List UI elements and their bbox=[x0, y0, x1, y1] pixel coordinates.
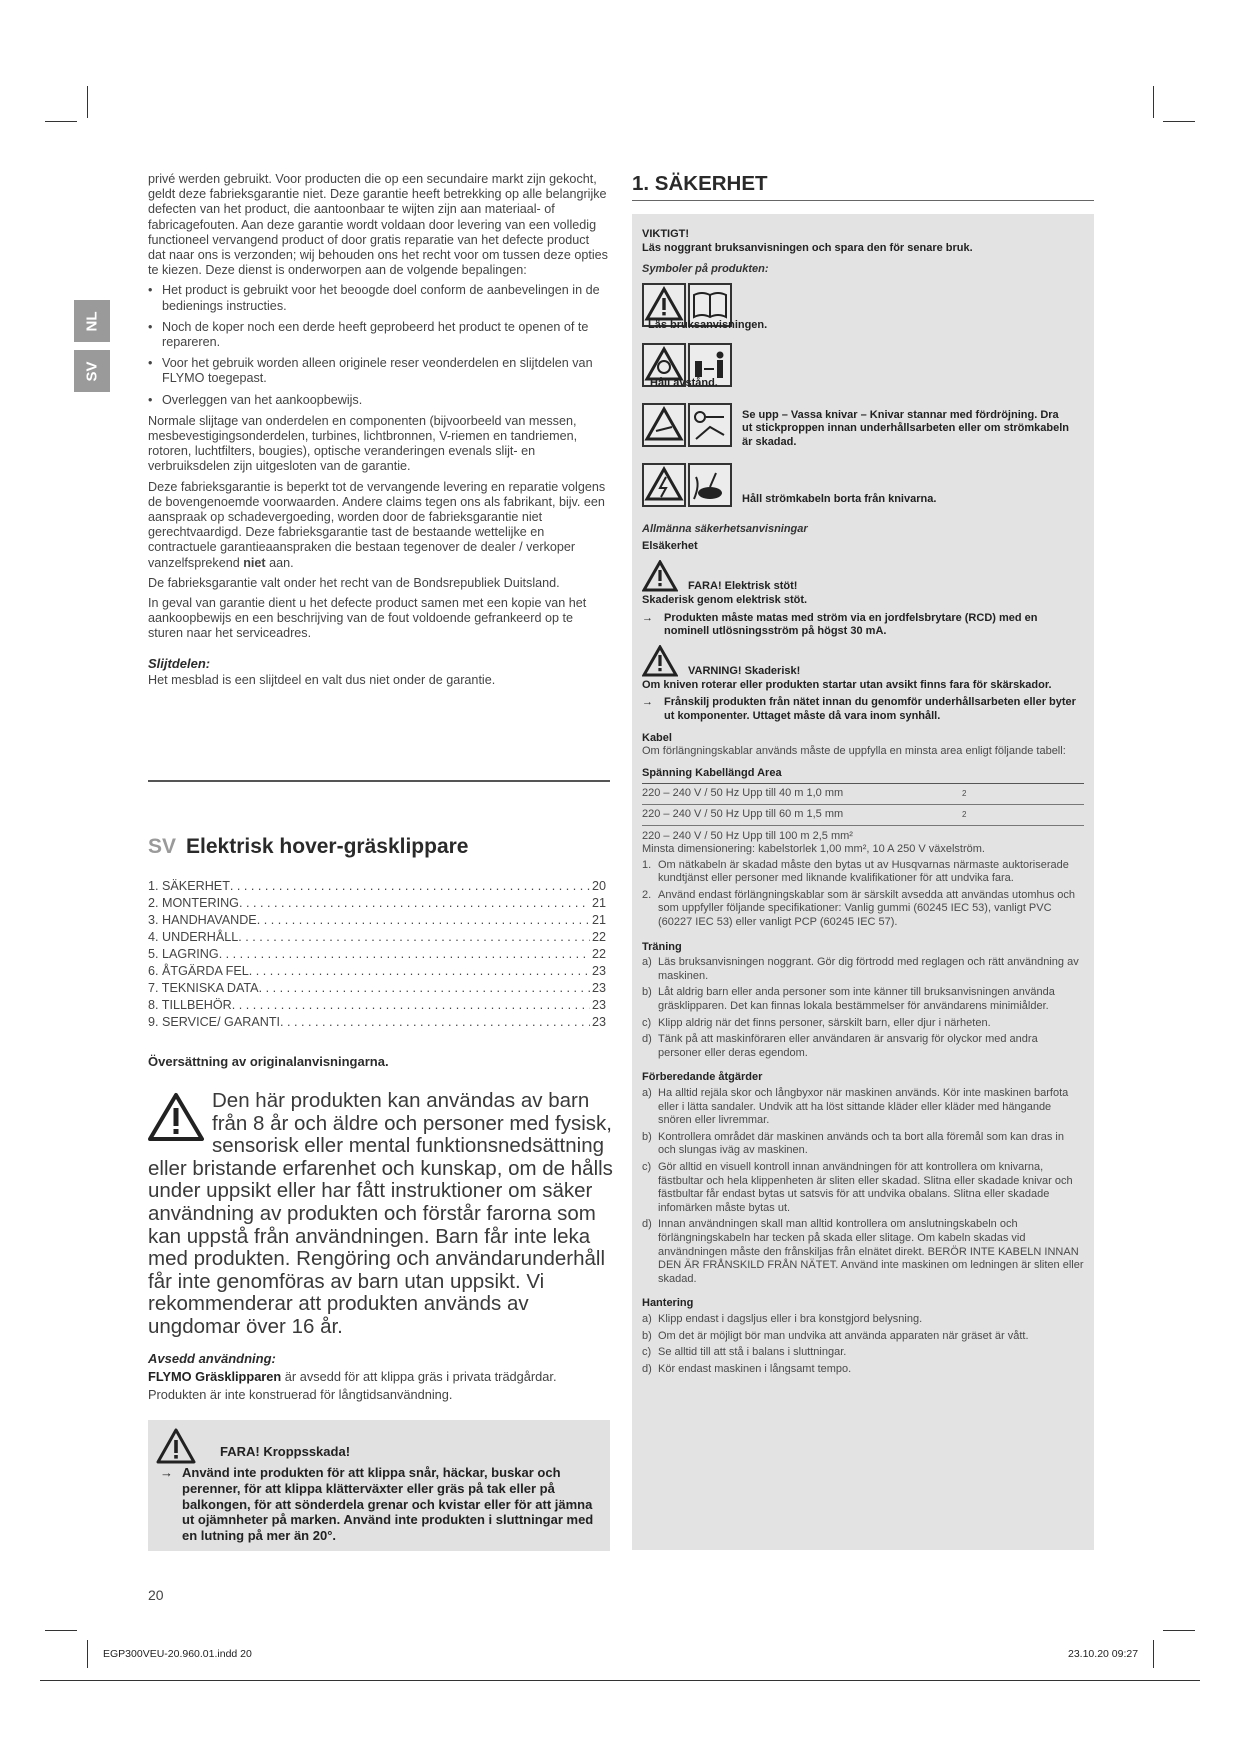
paragraph: De fabrieksgarantie valt onder het recht van de Bondsrepubliek Duitsland. bbox=[148, 575, 560, 590]
symbol-label: Se upp – Vassa knivar – Knivar stannar med fördröjning. Dra ut stickproppen innan underhållsarbeten eller om strömkabeln är skadad. bbox=[742, 408, 1070, 448]
preparation-title: Förberedande åtgärder bbox=[642, 1071, 763, 1084]
table-of-contents bbox=[148, 878, 606, 1031]
toc-entry[interactable]: 9. SERVICE/ GARANTI . . . 23 bbox=[148, 1014, 606, 1031]
disconnect-instruction: → Frånskilj produkten från nätet innan du genomför underhållsarbeten eller byter ut komponenter. Uttaget måste då vara inom synhåll. bbox=[642, 696, 1076, 722]
list-item: b) Låt aldrig barn eller anda personer som inte känner till bruksanvisningen använda gräsklipparen. Det kan finnas lokala bestämmelser för användarens minimiålder. bbox=[642, 986, 1055, 1013]
warning-text: Om kniven roterar eller produkten startar utan avsikt finns fara för skärskador. bbox=[642, 678, 1052, 691]
symbol-label: Håll avstånd. bbox=[650, 376, 718, 389]
list-item: a) Läs bruksanvisningen noggrant. Gör dig förtrodd med reglagen och rätt användning av maskinen. bbox=[642, 956, 1079, 982]
general-safety-title: Allmänna säkerhetsanvisningar bbox=[642, 522, 808, 535]
list-item: b) Kontrollera området där maskinen används och ta bort alla föremål som kan dras in och slungas iväg av maskinen. bbox=[642, 1130, 1064, 1157]
wear-parts-title: Slijtdelen: bbox=[148, 655, 211, 671]
danger-subtext: Skaderisk genom elektrisk stöt. bbox=[642, 593, 808, 606]
print-date: 23.10.20 09:27 bbox=[1068, 1648, 1139, 1660]
list-item: d) Kör endast maskinen i långsamt tempo. bbox=[642, 1362, 852, 1375]
crop-mark bbox=[45, 121, 77, 122]
electric-warning-icon bbox=[642, 463, 686, 507]
list-item: 2. Använd endast förlängningskablar som är särskilt avsedda att användas utomhus och som uppfyller följande specifikationer: Vanlig gummi (60245 IEC 53), vanligt PVC (60227 IEC 53) eller vanligt PCP (60245 IEC 57). bbox=[642, 888, 1076, 929]
danger-heading: FARA! Kroppsskada! bbox=[220, 1444, 351, 1459]
crop-mark bbox=[1153, 86, 1154, 118]
table-row: 220 – 240 V / 50 Hz Upp till 100 m 2,5 mm² bbox=[642, 829, 853, 842]
symbol-label: Håll strömkabeln borta från knivarna. bbox=[742, 492, 937, 505]
cable-text: Om förlängningskablar används måste de uppfylla en minsta area enligt följande tabell: bbox=[642, 745, 1066, 758]
language-tab-nl[interactable]: NL bbox=[74, 300, 110, 342]
crop-mark bbox=[1153, 1640, 1154, 1668]
toc-entry[interactable]: 5. LAGRING . . . 22 bbox=[148, 946, 606, 963]
warning-triangle-icon bbox=[642, 645, 678, 677]
list-item: • Overleggen van het aankoopbewijs. bbox=[148, 393, 610, 408]
intended-use bbox=[148, 1350, 610, 1404]
bottom-rule bbox=[40, 1680, 1200, 1681]
cable-list bbox=[642, 859, 1084, 930]
warning-heading: VARNING! Skaderisk! bbox=[688, 664, 801, 677]
unplug-icon bbox=[688, 403, 732, 447]
important-text: Läs noggrant bruksanvisningen och spara den för senare bruk. bbox=[642, 241, 973, 254]
paragraph: Deze fabrieksgarantie is beperkt tot de vervangende levering en reparatie volgens de bovengenoemde voorwaarden. Andere claims tegen ons als fabrikant, bijv. een aanspraak op schadevergoeding, worden door de fabrieksgarantie niet gerechtvaardigd. Deze fabrieksgarantie tast de bestaande wettelijke en contractuele garantieaanspraken die bestaan tegenover de dealer / verkoper vanzelfsprekend niet aan. bbox=[148, 479, 606, 570]
list-item: c) Se alltid till att stå i balans i sluttningar. bbox=[642, 1346, 847, 1359]
paragraph: Normale slijtage van onderdelen en componenten (bijvoorbeeld van messen, mesbevestigingsonderdelen, turbines, lichtbronnen, V-riemen en tandriemen, rotoren, luchtfilters, bougies), optische veranderingen evenals slijt- en verbruiksdelen zijn uitgesloten van de garantie. bbox=[148, 413, 578, 474]
list-item: c) Gör alltid en visuell kontroll innan användningen för att kontrollera om knivarna, fästbultar och hela klippenheten är sliten eller skadad. Slitna eller skadade knivar och fästbultar får endast bytas ut satsvis för att undvika obalans. Slitna eller skadade infomärken måste bytas ut. bbox=[642, 1160, 1073, 1214]
crop-mark bbox=[87, 86, 88, 118]
toc-entry[interactable]: 4. UNDERHÅLL . . . 22 bbox=[148, 929, 606, 946]
handling-title: Hantering bbox=[642, 1297, 694, 1310]
list-item: • Voor het gebruik worden alleen originele reser veonderdelen en slijtdelen van FLYMO toegepast. bbox=[148, 356, 610, 386]
cable-table-header: Spänning Kabellängd Area bbox=[642, 767, 1084, 785]
warning-triangle-icon bbox=[148, 1092, 204, 1142]
danger-injury-box bbox=[148, 1420, 610, 1551]
list-item: • Het product is gebruikt voor het beoogde doel conform de aanbevelingen in de bedienings instructies. bbox=[148, 283, 610, 313]
warranty-intro: privé werden gebruikt. Voor producten die op een secundaire markt zijn gekocht, geldt deze fabrieksgarantie niet. Deze garantie heeft betrekking op alle belangrijke defecten van het product, die aantoonbaar te wijten zijn aan materiaal- of fabricagefouten. Aan deze garantie wordt voldaan door levering van een volledig functioneel vervangend product of door gratis reparatie van het defecte product dat naar ons is verzonden; wij behouden ons het recht voor om tussen deze opties te kiezen. Deze dienst is onderworpen aan de volgende bepalingen: bbox=[148, 172, 608, 278]
symbol-cable-away bbox=[642, 463, 1084, 517]
list-item: 1. Om nätkabeln är skadad måste den bytas ut av Husqvarnas närmaste auktoriserade kundtjänst eller personer med liknande kvalifikationer för att undvika fara. bbox=[642, 858, 1069, 885]
intended-use-text: FLYMO Gräsklipparen är avsedd för att klippa gräs i privata trädgårdar. Produkten är inte konstruerad för långtidsanvändning. bbox=[148, 1369, 557, 1402]
safety-panel bbox=[632, 214, 1094, 1550]
mower-cable-icon bbox=[688, 463, 732, 507]
intended-use-title: Avsedd användning: bbox=[148, 1351, 276, 1366]
page-title: SV Elektrisk hover-gräsklippare bbox=[148, 835, 469, 858]
section-heading: 1. SÄKERHET bbox=[632, 172, 768, 195]
crop-mark bbox=[87, 1640, 88, 1668]
list-item: b) Om det är möjligt bör man undvika att använda apparaten när gräset är vått. bbox=[642, 1329, 1029, 1342]
list-item: c) Klipp aldrig när det finns personer, särskilt barn, eller djur i närheten. bbox=[642, 1016, 991, 1029]
warning-triangle-icon bbox=[642, 560, 678, 592]
crop-mark bbox=[45, 1630, 77, 1631]
toc-entry[interactable]: 1. SÄKERHET . . . 20 bbox=[148, 878, 606, 895]
danger-text: → Använd inte produkten för att klippa snår, häckar, buskar och perenner, för att klippa klätterväxter eller gräs på tak eller på balkongen, för att sönderdela grenar och kvistar eller för att jämna ut ojämnheter på marken. Använd inte produkten i sluttningar med en lutning på mer än 20°. bbox=[160, 1465, 594, 1544]
section-divider bbox=[148, 780, 610, 782]
list-item: d) Innan användningen skall man alltid kontrollera om anslutningskabeln och förlängningskabeln har tecken på skada eller slitage. Om kabeln skadas vid användningen måste den frånskiljas från elnätet direkt. BERÖR INTE KABELN INNAN DEN ÄR FRÅNSKILD FRÅN NÄTET. Använd inte maskinen om ledningen är sliten eller skadad. bbox=[642, 1218, 1084, 1285]
min-dimension: Minsta dimensionering: kabelstorlek 1,00 mm², 10 A 250 V växelström. bbox=[642, 843, 985, 856]
warning-injury bbox=[642, 645, 1084, 679]
electrical-safety-title: Elsäkerhet bbox=[642, 540, 698, 553]
toc-entry[interactable]: 8. TILLBEHÖR . . . 23 bbox=[148, 997, 606, 1014]
toc-entry[interactable]: 2. MONTERING . . . 21 bbox=[148, 895, 606, 912]
heading-rule bbox=[632, 200, 1094, 201]
language-tab-sv[interactable]: SV bbox=[74, 350, 110, 392]
handling-list bbox=[642, 1313, 1084, 1376]
arrow-right-icon: → bbox=[160, 1465, 173, 1480]
toc-entry[interactable]: 3. HANDHAVANDE . . . 21 bbox=[148, 912, 606, 929]
preparation-list bbox=[642, 1087, 1084, 1286]
danger-heading: FARA! Elektrisk stöt! bbox=[688, 579, 798, 592]
page-number: 20 bbox=[148, 1587, 164, 1603]
symbol-read-manual bbox=[642, 283, 1084, 337]
table-row: 220 – 240 V / 50 Hz Upp till 60 m 1,5 mm 2 bbox=[642, 805, 1084, 826]
list-item: d) Tänk på att maskinföraren eller användaren är ansvarig för olyckor med andra personer eller deras egendom. bbox=[642, 1033, 1038, 1059]
list-item: a) Klipp endast i dagsljus eller i bra konstgjord belysning. bbox=[642, 1312, 923, 1325]
paragraph: In geval van garantie dient u het defecte product samen met een kopie van het aankoopbewijs en een beschrijving van de fout voldoende gefrankeerd op te sturen naar het serviceadres. bbox=[148, 596, 587, 641]
toc-entry[interactable]: 6. ÅTGÄRDA FEL . . . 23 bbox=[148, 963, 606, 980]
blade-warning-icon bbox=[642, 403, 686, 447]
symbol-label: Läs bruksanvisningen. bbox=[648, 318, 768, 331]
wear-parts-text: Het mesblad is een slijtdeel en valt dus niet onder de garantie. bbox=[148, 672, 496, 687]
toc-entry[interactable]: 7. TEKNISKA DATA . . . 23 bbox=[148, 980, 606, 997]
warning-triangle-icon bbox=[156, 1428, 196, 1464]
warranty-conditions bbox=[148, 283, 610, 407]
danger-electric bbox=[642, 560, 1084, 594]
rcd-instruction: → Produkten måste matas med ström via en jordfelsbrytare (RCD) med en nominell utlösningsström på högst 30 mA. bbox=[642, 611, 1038, 638]
important-label: VIKTIGT! bbox=[642, 228, 690, 240]
training-title: Träning bbox=[642, 940, 682, 953]
print-slug: EGP300VEU-20.960.01.indd 20 bbox=[103, 1648, 252, 1660]
symbol-keep-distance bbox=[642, 343, 1084, 397]
warranty-text bbox=[148, 172, 610, 693]
symbol-sharp-blades bbox=[642, 403, 1084, 457]
crop-mark bbox=[1163, 121, 1195, 122]
cable-title: Kabel bbox=[642, 731, 672, 744]
list-item: a) Ha alltid rejäla skor och långbyxor när maskinen används. Kör inte maskinen barfota eller i lätta sandaler. Undvik att ha löst sittande kläder eller kläder med hängande snören eller livremmar. bbox=[642, 1087, 1069, 1127]
arrow-right-icon: → bbox=[642, 611, 653, 624]
crop-mark bbox=[1163, 1630, 1195, 1631]
symbols-title: Symboler på produkten: bbox=[642, 263, 769, 276]
table-row: 220 – 240 V / 50 Hz Upp till 40 m 1,0 mm 2 bbox=[642, 784, 1084, 805]
list-item: • Noch de koper noch een derde heeft geprobeerd het product te openen of te repareren. bbox=[148, 320, 610, 350]
translation-note: Översättning av originalanvisningarna. bbox=[148, 1054, 389, 1069]
arrow-right-icon: → bbox=[642, 696, 653, 709]
child-safety-warning: Den här produkten kan användas av barn från 8 år och äldre och personer med fysisk, sensorisk eller mental funktionsnedsättning eller bristande erfarenhet och kunskap, om de hålls under uppsikt eller har fått instruktioner om säker användning av produkten och förstår farorna som kan uppstå från användningen. Barn får inte leka med produkten. Rengöring och användarunderhåll får inte genomföras av barn utan uppsikt. Vi rekommenderar att produkten används av ungdomar över 16 år. bbox=[148, 1089, 613, 1338]
training-list bbox=[642, 956, 1084, 1060]
